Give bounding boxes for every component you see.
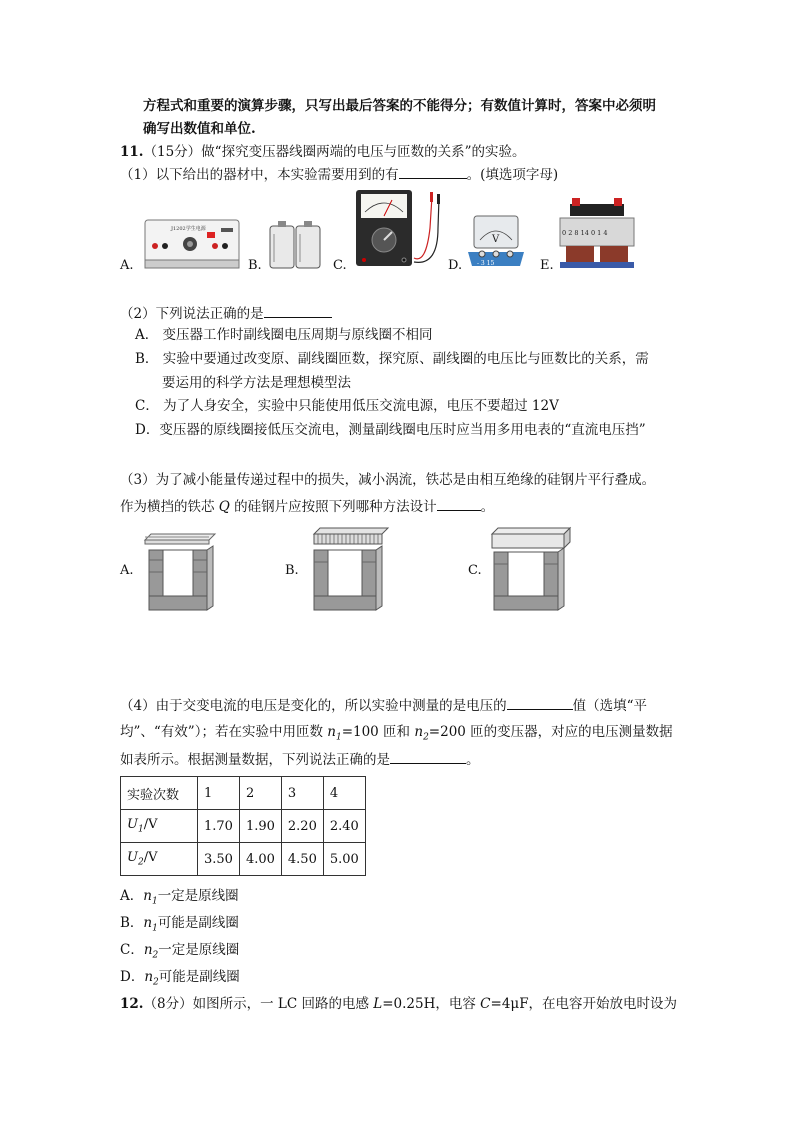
table-cell: 4.00 [239,843,281,876]
q11-number: 11. [120,144,144,160]
intro-line-1: 方程式和重要的演算步骤，只写出最后答案的不能得分；有数值计算时，答案中必须明 [143,98,656,114]
n-symbol: n [143,942,153,958]
transformer-image [556,196,638,270]
n2-symbol: n [414,724,424,740]
q11-part4-text-after: 值（选填“平 [572,698,647,714]
option-d-text: 可能是副线圈 [158,969,240,985]
q11-part3-text: 作为横挡的铁芯 [120,499,219,515]
q11-part1-text: （1）以下给出的器材中，本实验需要用到的有 [120,167,399,183]
q11-part2-option-b-cont: 要运用的科学方法是理想模型法 [162,375,351,391]
u2-symbol: U [127,850,138,866]
table-cell: 2.40 [323,810,365,843]
table-cell: 4.50 [281,843,323,876]
core-diagram-b [308,522,390,612]
q12-text-c: =4μF，在电容开始放电时设为 [490,996,678,1012]
u1-unit: /V [143,817,158,833]
batteries-image [266,218,326,270]
core-diagram-a [143,526,219,612]
q11-part4-line2-b: =100 匝和 [341,724,415,740]
q11-part4-option-a [120,886,239,912]
equipment-c-label: C. [333,258,347,273]
n-subscript: 1 [152,923,158,934]
option-a-text: 一定是原线圈 [157,888,239,904]
q11-part1-stem [120,164,558,185]
q11-part4-line1 [120,695,647,716]
n2-subscript: 2 [423,732,429,743]
n1-symbol: n [327,724,336,740]
q11-part2-text: （2）下列说法正确的是 [120,306,264,322]
core-b-label: B. [285,563,299,578]
table-cell: 实验次数 [121,777,198,810]
table-header-row [121,777,366,810]
core-a-label: A. [120,563,134,578]
option-b-text: 可能是副线圈 [157,915,239,931]
q11-part4-option-b [120,913,239,939]
option-d-prefix: D． [120,969,145,985]
table-row [121,843,366,876]
multimeter-image [352,188,444,270]
n1-subscript: 1 [335,732,342,743]
table-cell: 4 [323,777,365,810]
table-row-label-u2 [121,843,198,876]
core-diagram-c [490,524,572,612]
transformer-scale: 0 2 8 14 0 1 4 [562,229,608,237]
q11-stem [120,142,525,162]
u1-subscript: 1 [137,824,144,835]
inductance-symbol: L [373,996,383,1012]
q12-text-b: =0.25H，电容 [382,996,481,1012]
power-supply-label: J1202学生电源 [171,226,206,232]
q11-part2-option-d: D．变压器的原线圈接低压交流电，测量副线圈电压时应当用多用电表的“直流电压挡” [135,422,646,438]
voltmeter-terminals: - 3 15 [477,260,495,267]
q11-part2-option-c: C． 为了人身安全，实验中只能使用低压交流电源，电压不要超过 12V [135,398,559,414]
n-subscript: 2 [152,950,159,961]
option-b-prefix: B． [120,915,144,931]
table-cell: 2.20 [281,810,323,843]
u2-unit: /V [143,850,158,866]
voltmeter-image [466,212,526,268]
q12-number: 12. [120,996,144,1012]
table-cell: 1.90 [239,810,281,843]
table-cell: 3 [281,777,323,810]
q11-part1-blank[interactable] [399,164,467,179]
core-q-symbol: Q [218,499,230,515]
voltmeter-letter: V [492,234,500,245]
equipment-e-label: E. [540,258,554,273]
q12-text-a: （8分）如图所示，一 LC 回路的电感 [143,996,374,1012]
table-row [121,810,366,843]
equipment-a-label: A. [120,258,134,273]
option-a-prefix: A． [120,888,144,904]
q11-part2-stem [120,303,332,324]
n-symbol: n [143,915,153,931]
q12-stem [120,994,677,1014]
core-c-label: C. [468,563,482,578]
table-cell: 5.00 [323,843,365,876]
q11-part1-text-after: 。(填选项字母) [466,167,559,183]
power-supply-image [143,214,241,270]
u1-symbol: U [127,817,138,833]
q11-part3-text-after: 的硅钢片应按照下列哪种方法设计 [229,499,437,515]
table-row-label-u1 [121,810,198,843]
q11-part2-blank[interactable] [264,303,332,318]
q11-part4-line3-end: 。 [466,752,480,768]
n-symbol: n [144,969,154,985]
equipment-b-label: B. [248,258,262,273]
q11-part3-blank[interactable] [437,496,481,511]
n-subscript: 2 [153,977,159,988]
q11-part4-option-c [120,940,239,966]
q11-part3-line2 [120,496,494,517]
u2-subscript: 2 [137,857,144,868]
equipment-d-label: D. [448,258,463,273]
q11-part4-line3 [120,749,480,770]
q11-part4-line2 [120,722,673,748]
table-cell: 1.70 [198,810,240,843]
q11-part2-option-a: A． 变压器工作时副线圈电压周期与原线圈不相同 [135,327,433,343]
q11-part4-blank-2[interactable] [390,749,466,764]
q11-stem-text: （15分）做“探究变压器线圈两端的电压与匝数的关系”的实验。 [143,144,526,160]
n-symbol: n [143,888,152,904]
option-c-prefix: C． [120,942,144,958]
q11-part4-line2-c: =200 匝的变压器，对应的电压测量数据 [428,724,673,740]
table-cell: 3.50 [198,843,240,876]
n-subscript: 1 [151,896,158,907]
table-cell: 2 [239,777,281,810]
q11-part3-end: 。 [480,499,495,515]
capacitance-symbol: C [480,996,491,1012]
q11-part3-line1: （3）为了减小能量传递过程中的损失，减小涡流，铁芯是由相互绝缘的硅钢片平行叠成。 [120,472,656,488]
q11-part4-option-d [120,967,240,993]
q11-part4-blank-1[interactable] [507,695,573,710]
q11-part4-line2-a: 均”、“有效”）；若在实验中用匝数 [120,724,328,740]
table-cell: 1 [198,777,240,810]
q11-part4-line3-text: 如表所示。根据测量数据，下列说法正确的是 [120,752,390,768]
q11-part2-option-b: B． 实验中要通过改变原、副线圈匝数，探究原、副线圈的电压比与匝数比的关系，需 [135,351,649,367]
option-c-text: 一定是原线圈 [158,942,240,958]
q11-part4-text: （4）由于交变电流的电压是变化的，所以实验中测量的是电压的 [120,698,507,714]
voltage-data-table [120,776,366,876]
intro-line-2: 确写出数值和单位. [143,121,256,137]
